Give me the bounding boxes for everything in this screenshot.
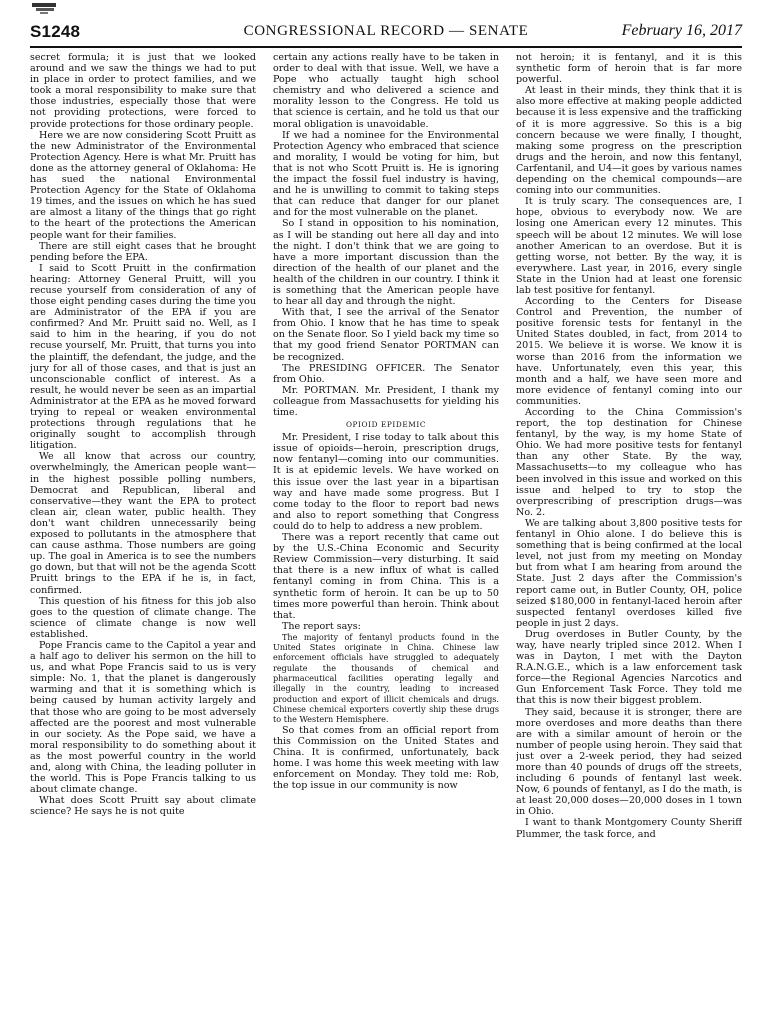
paragraph: Mr. President, I rise today to talk about this issue of opioids—heroin, prescription drugs, now fentanyl—coming into our communities. It is at epidemic levels. We have worked on this issue over the last year in a bipartisan way and have made some progress. But I come today to the floor to report bad news and also to report something that Congress could do to help to address a new problem. [273, 432, 499, 532]
paragraph: Here we are now considering Scott Pruitt as the new Administrator of the Environmental Protection Agency. Here is what Mr. Pruitt has done as the attorney general of Oklahoma: He has sued the national Environmental Protection Agency for the State of Oklahoma 19 times, and the issues on which he has sued are almost a litany of the things that go right to the heart of the protections the American people want for their families. [30, 129, 256, 241]
paragraph: I said to Scott Pruitt in the confirmation hearing: Attorney General Pruitt, will you recuse yourself from consideration of any of those eight pending cases during the time you are Administrator of the EPA if you are confirmed? And Mr. Pruitt said no. Well, as I said to him in the hearing, if you do not recuse yourself, Mr. Pruitt, that turns you into the plaintiff, the defendant, the judge, and the jury for all of those cases, and that is just an unconscionable conflict of interest. As a result, he would never be seen as an impartial Administrator at the EPA as he moved forward trying to repeal or weaken environmental protections through regulations that he originally sought to accomplish through litigation. [30, 262, 256, 452]
paragraph: According to the Centers for Disease Control and Prevention, the number of positive forensic tests for fentanyl in the United States doubled, in fact, from 2014 to 2015. We believe it is worse. We know it is worse than 2016 from the information we have. Unfortunately, even this year, this month and a half, we have seen more and more evidence of fentanyl coming into our communities. [516, 296, 742, 407]
paragraph: secret formula; it is just that we looked around and we saw the things we had to put in place in order to protect families, and we took a moral responsibility to make sure that those industries, especially those that were not providing protections, were forced to provide protections for those ordinary people. [30, 52, 256, 130]
paragraph: not heroin; it is fentanyl, and it is this synthetic form of heroin that is far more powerful. [516, 52, 742, 86]
page-number: S1248 [30, 22, 81, 41]
text-columns [30, 52, 742, 1018]
paragraph: They said, because it is stronger, there are more overdoses and more deaths than there are with a similar amount of heroin or the number of people using heroin. They said that just over a 2-week period, they had seized more than 40 pounds of drugs off the streets, including 6 pounds of fentanyl last week. Now, 6 pounds of fentanyl, as I do the math, is at least 20,000 doses—20,000 doses in 1 town in Ohio. [516, 706, 742, 818]
paragraph: According to the China Commission's report, the top destination for Chinese fentanyl, by the way, is my home State of Ohio. We had more positive tests for fentanyl than any other State. By the way, Massachusetts—to my colleague who has been involved in this issue and worked on this issue and helped to try to stop the overprescribing of prescription drugs—was No. 2. [516, 407, 742, 518]
paragraph: With that, I see the arrival of the Senator from Ohio. I know that he has time to speak on the Senate floor. So I yield back my time so that my good friend Senator PORTMAN can be recognized. [273, 307, 499, 363]
column-left [30, 52, 256, 1018]
paragraph: If we had a nominee for the Environmental Protection Agency who embraced that science and morality, I would be voting for him, but that is not who Scott Pruitt is. He is ignoring the impact the fossil fuel industry is having, and he is unwilling to commit to taking steps that can reduce that danger for our planet and for the most vulnerable on the planet. [273, 129, 499, 219]
paragraph: This question of his fitness for this job also goes to the question of climate change. The science of climate change is now well established. [30, 595, 256, 640]
section-heading: OPIOID EPIDEMIC [345, 420, 427, 430]
column-right [516, 52, 742, 1018]
paragraph: At least in their minds, they think that it is also more effective at making people addicted because it is less expensive and the trafficking of it is more aggressive. So this is a big concern because we were finally, I thought, making some progress on the prescription drugs and the heroin, and now this fentanyl, Carfentanil, and U4—it goes by various names depending on the chemical compounds—are coming into our communities. [516, 85, 742, 197]
paragraph: There are still eight cases that he brought pending before the EPA. [30, 240, 256, 263]
gpo-seal-icon [30, 2, 70, 16]
paragraph: Drug overdoses in Butler County, by the way, have nearly tripled since 2012. When I was in Dayton, I met with the Dayton R.A.N.G.E., which is a law enforcement task force—the Regional Agencies Narcotics and Gun Enforcement Task Force. They told me that this is now their biggest problem. [516, 628, 742, 707]
paragraph: What does Scott Pruitt say about climate science? He says he is not quite [30, 795, 256, 818]
page-header [30, 22, 742, 48]
paragraph: Mr. PORTMAN. Mr. President, I thank my colleague from Massachusetts for yielding his time. [273, 384, 499, 418]
paragraph: certain any actions really have to be taken in order to deal with that issue. Well, we have a Pope who actually taught high school chemistry and who delivered a science and morality lesson to the Congress. He told us that science is certain, and he told us that our moral obligation is unavoidable. [273, 52, 499, 130]
paragraph: Pope Francis came to the Capitol a year and a half ago to deliver his sermon on the hill to us, and what Pope Francis said to us is very simple: No. 1, that the planet is dangerously warming and that it is something which is being caused by human activity largely and that those who are going to be most adversely affected are the poorest and most vulnerable in our society. As the Pope said, we have a moral responsibility to do something about it as the most powerful country in the world and, along with China, the leading polluter in the world. This is Pope Francis talking to us about climate change. [30, 639, 256, 796]
paragraph: The majority of fentanyl products found in the United States originate in China. Chinese law enforcement officials have struggled to adequately regulate the thousands of chemical and pharmaceutical facilities operating legally and illegally in the country, leading to increased production and export of illicit chemicals and drugs. Chinese chemical exporters covertly ship these drugs to the Western Hemisphere. [273, 631, 499, 725]
running-title: CONGRESSIONAL RECORD — SENATE [243, 23, 529, 39]
record-date: February 16, 2017 [621, 22, 742, 39]
paragraph: We are talking about 3,800 positive tests for fentanyl in Ohio alone. I do believe this is something that is being confirmed at the local level, not just from my meeting on Monday but from what I am hearing from around the State. Just 2 days after the Commission's report came out, in Butler County, OH, police seized $180,000 in fentanyl-laced heroin after suspected fentanyl overdoses killed five people in just 2 days. [516, 517, 742, 629]
paragraph: The PRESIDING OFFICER. The Senator from Ohio. [273, 362, 499, 385]
paragraph: So I stand in opposition to his nomination, as I will be standing out here all day and into the night. I don't think that we are going to have a more important discussion than the direction of the health of our planet and the health of the children in our country. I think it is something that the American people have to hear all day and through the night. [273, 218, 499, 308]
paragraph: I want to thank Montgomery County Sheriff Plummer, the task force, and [516, 817, 742, 840]
paragraph: The report says: [282, 620, 361, 632]
paragraph: It is truly scary. The consequences are, I hope, obvious to everybody now. We are losing one American every 12 minutes. This speech will be about 12 minutes. We will lose another American to an overdose. But it is getting worse, not better. By the way, it is everywhere. Last year, in 2016, every single State in the Union had at least one forensic lab test positive for fentanyl. [516, 196, 742, 296]
paragraph: We all know that across our country, overwhelmingly, the American people want—in the highest possible polling numbers, Democrat and Republican, liberal and conservative—they want the EPA to protect clean air, clean water, public health. They don't want children unnecessarily being exposed to pollutants in the atmosphere that can cause asthma. Those numbers are going up. The goal in America is to see the numbers go down, but that will not be the agenda Scott Pruitt brings to the EPA if he is, in fact, confirmed. [30, 451, 256, 596]
paragraph: There was a report recently that came out by the U.S.-China Economic and Security Review Commission—very disturbing. It said that there is a new influx of what is called fentanyl coming in from China. This is a synthetic form of heroin. It can be up to 50 times more powerful than heroin. Think about that. [273, 532, 499, 621]
column-middle [273, 52, 499, 1018]
paragraph: So that comes from an official report from this Commission on the United States and China. It is confirmed, unfortunately, back home. I was home this week meeting with law enforcement on Monday. They told me: Rob, the top issue in our community is now [273, 724, 499, 792]
